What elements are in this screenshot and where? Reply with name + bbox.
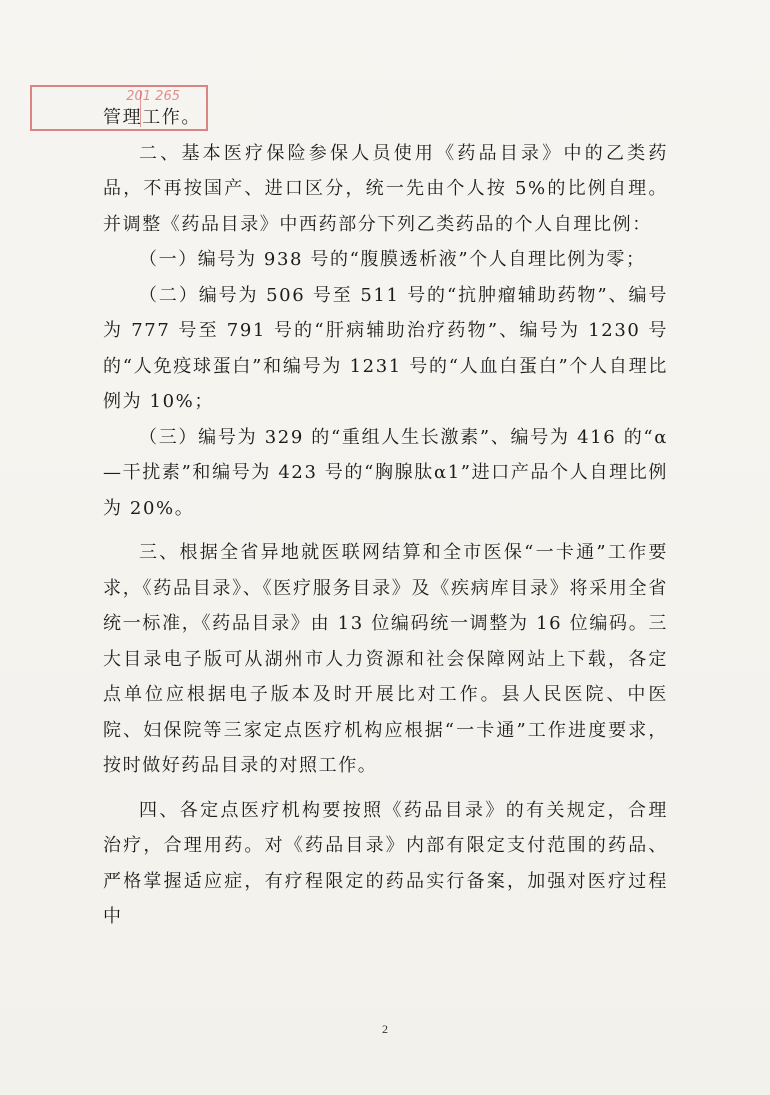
paragraph-item-3: （三）编号为 329 的“重组人生长激素”、编号为 416 的“α—干扰素”和编号为 423 号的“胸腺肽α1”进口产品个人自理比例为 20%。 xyxy=(103,426,668,519)
paragraph-section-3: 三、根据全省异地就医联网结算和全市医保“一卡通”工作要求，《药品目录》、《医疗服务目录》及《疾病库目录》将采用全省统一标准，《药品目录》由 13 位编码统一调整为 16 位编码。三大目录电子版可从湖州市人力资源和社会保障网站上下载，各定点单位应根据电子版本及时开展比对工作。县人民医院、中医院、妇保院等三家定点医疗机构应根据“一卡通”工作进度要求，按时做好药品目录的对照工作。 xyxy=(103,542,668,776)
page-number: 2 xyxy=(382,1022,388,1036)
paragraph-section-2: 二、基本医疗保险参保人员使用《药品目录》中的乙类药品，不再按国产、进口区分，统一先由个人按 5%的比例自理。并调整《药品目录》中西药部分下列乙类药品的个人自理比例： xyxy=(103,142,668,235)
body-text xyxy=(103,100,668,935)
paragraph-continuation: 管理工作。 xyxy=(103,107,201,128)
paragraph-section-4: 四、各定点医疗机构要按照《药品目录》的有关规定，合理治疗，合理用药。对《药品目录》内部有限定支付范围的药品、严格掌握适应症，有疗程限定的药品实行备案，加强对医疗过程中 xyxy=(103,799,668,927)
paragraph-item-2: （二）编号为 506 号至 511 号的“抗肿瘤辅助药物”、编号为 777 号至 791 号的“肝病辅助治疗药物”、编号为 1230 号的“人免疫球蛋白”和编号为 1231 号的“人血白蛋白”个人自理比例为 10%； xyxy=(103,284,668,412)
paragraph-item-1: （一）编号为 938 号的“腹膜透析液”个人自理比例为零； xyxy=(139,249,646,270)
stamp-text: 201 265 xyxy=(126,89,180,104)
